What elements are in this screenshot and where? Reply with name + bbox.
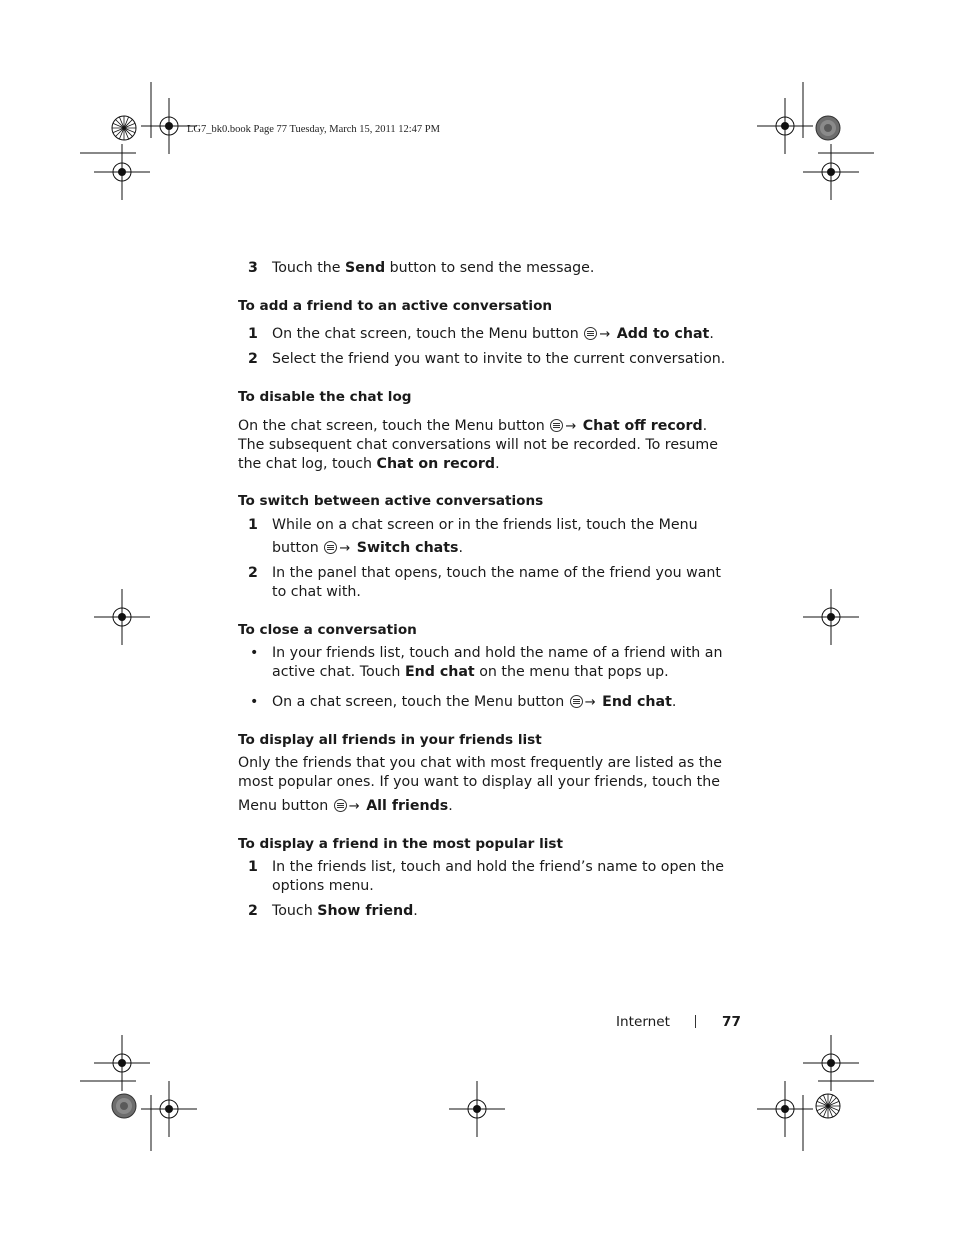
section-heading: To disable the chat log xyxy=(238,389,412,405)
bullet-item xyxy=(238,644,738,682)
item-text: On a chat screen, touch the Menu button → End chat. xyxy=(272,694,677,710)
step-number: 1 xyxy=(248,517,258,533)
item-text: Touch Show friend. xyxy=(272,903,418,919)
step-number: 1 xyxy=(248,859,258,875)
menu-button-icon xyxy=(584,327,597,340)
bullet-marker: • xyxy=(250,694,259,710)
item-text: While on a chat screen or in the friends list, touch the Menu button → Switch chats. xyxy=(272,517,698,556)
paragraph: On the chat screen, touch the Menu button → Chat off record. The subsequent chat conversations will not be recorded. To resume the chat log, touch Chat on record. xyxy=(238,418,718,472)
numbered-step xyxy=(238,259,738,278)
footer-divider xyxy=(695,1015,696,1028)
page-footer xyxy=(616,1014,741,1030)
step-number: 3 xyxy=(248,260,258,276)
section-heading: To add a friend to an active conversation xyxy=(238,298,553,314)
page-number: 77 xyxy=(721,1014,741,1030)
numbered-step xyxy=(238,858,738,896)
paragraph: Only the friends that you chat with most frequently are listed as the most popular ones. If you want to display all your friends, touch the Menu button → All friends. xyxy=(238,755,723,814)
item-text: Select the friend you want to invite to the current conversation. xyxy=(272,351,726,367)
item-text: On the chat screen, touch the Menu button → Add to chat. xyxy=(272,326,714,342)
item-text: In the panel that opens, touch the name of the friend you want to chat with. xyxy=(272,565,721,600)
numbered-step xyxy=(238,564,738,602)
item-text: In the friends list, touch and hold the friend’s name to open the options menu. xyxy=(272,859,724,894)
menu-button-icon xyxy=(324,541,337,554)
section-heading: To display a friend in the most popular list xyxy=(238,836,563,852)
numbered-step xyxy=(238,902,738,921)
section-heading: To display all friends in your friends list xyxy=(238,732,542,748)
bullet-marker: • xyxy=(250,645,259,661)
section-heading: To switch between active conversations xyxy=(238,493,544,509)
numbered-step xyxy=(238,516,738,558)
step-number: 2 xyxy=(248,351,258,367)
step-number: 2 xyxy=(248,903,258,919)
section-heading: To close a conversation xyxy=(238,622,417,638)
menu-button-icon xyxy=(334,799,347,812)
menu-button-icon xyxy=(550,419,563,432)
numbered-step xyxy=(238,350,738,369)
menu-button-icon xyxy=(570,695,583,708)
numbered-step xyxy=(238,325,738,344)
item-text: Touch the Send button to send the message. xyxy=(272,260,595,276)
step-number: 2 xyxy=(248,565,258,581)
footer-section-name: Internet xyxy=(616,1014,670,1030)
item-text: In your friends list, touch and hold the name of a friend with an active chat. Touch End chat on the menu that pops up. xyxy=(272,645,723,680)
step-number: 1 xyxy=(248,326,258,342)
bullet-item xyxy=(238,693,738,712)
print-slug-line: LG7_bk0.book Page 77 Tuesday, March 15, 2011 12:47 PM xyxy=(187,124,440,135)
